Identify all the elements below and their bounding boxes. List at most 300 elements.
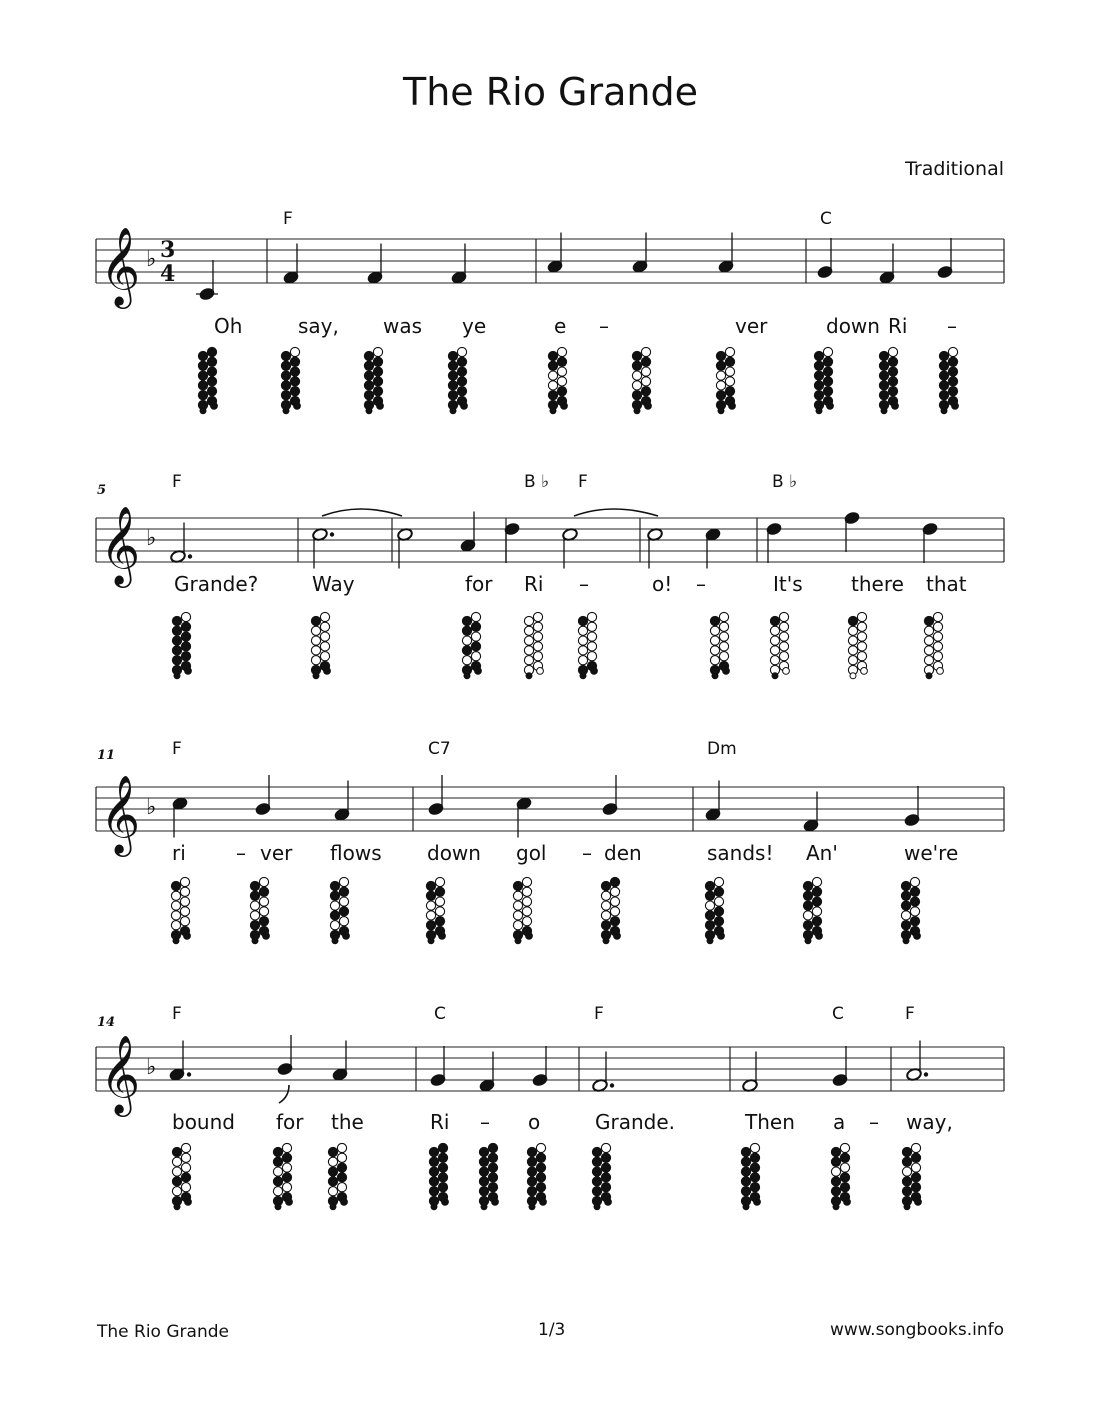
finger-hole bbox=[171, 881, 180, 890]
finger-hole bbox=[714, 907, 723, 916]
finger-hole bbox=[311, 616, 320, 625]
finger-hole-small bbox=[772, 673, 778, 679]
finger-hole bbox=[207, 357, 216, 366]
finger-hole bbox=[840, 1163, 849, 1172]
finger-hole bbox=[803, 901, 812, 910]
finger-hole bbox=[438, 1143, 447, 1152]
finger-hole bbox=[259, 877, 268, 886]
finger-hole bbox=[282, 1183, 291, 1192]
lyric-syllable: that bbox=[926, 572, 967, 596]
finger-hole bbox=[902, 1177, 911, 1186]
lyric-hyphen: – bbox=[236, 841, 246, 865]
finger-hole bbox=[779, 612, 788, 621]
finger-hole bbox=[429, 1187, 438, 1196]
finger-hole bbox=[601, 891, 610, 900]
treble-clef-icon: 𝄞 bbox=[100, 775, 141, 854]
finger-hole bbox=[457, 367, 466, 376]
fingering-chart bbox=[939, 347, 958, 413]
finger-hole bbox=[281, 371, 290, 380]
augmentation-dot bbox=[187, 1072, 191, 1076]
time-signature-top: 3 bbox=[160, 237, 176, 263]
finger-hole bbox=[741, 1157, 750, 1166]
finger-hole-small bbox=[861, 668, 868, 675]
finger-hole-small bbox=[729, 403, 736, 410]
finger-hole-small bbox=[515, 938, 521, 944]
finger-hole bbox=[448, 361, 457, 370]
finger-hole bbox=[578, 636, 587, 645]
finger-hole bbox=[557, 377, 566, 386]
finger-hole bbox=[172, 1147, 181, 1156]
finger-hole-small bbox=[850, 673, 856, 679]
finger-hole bbox=[180, 877, 189, 886]
fingering-chart bbox=[429, 1143, 448, 1209]
finger-hole bbox=[632, 381, 641, 390]
chord-symbol: C7 bbox=[428, 739, 451, 759]
finger-hole bbox=[533, 612, 542, 621]
finger-hole-small bbox=[723, 668, 730, 675]
finger-hole bbox=[471, 652, 480, 661]
finger-hole bbox=[522, 897, 531, 906]
finger-hole bbox=[910, 877, 919, 886]
staff-system-1 bbox=[96, 209, 1004, 414]
finger-hole bbox=[948, 367, 957, 376]
finger-hole bbox=[172, 656, 181, 665]
finger-hole bbox=[337, 1183, 346, 1192]
finger-hole bbox=[522, 887, 531, 896]
lyric-syllable: the bbox=[331, 1110, 364, 1134]
finger-hole bbox=[911, 1183, 920, 1192]
finger-hole-small bbox=[645, 403, 652, 410]
finger-hole bbox=[601, 1163, 610, 1172]
finger-hole bbox=[462, 636, 471, 645]
finger-hole-small bbox=[294, 403, 301, 410]
song-title: The Rio Grande bbox=[403, 70, 698, 114]
finger-hole bbox=[610, 897, 619, 906]
finger-hole bbox=[587, 612, 596, 621]
finger-hole bbox=[250, 901, 259, 910]
lyric-syllable: gol bbox=[516, 841, 547, 865]
finger-hole bbox=[522, 917, 531, 926]
finger-hole-small bbox=[324, 668, 331, 675]
finger-hole bbox=[933, 642, 942, 651]
finger-hole bbox=[716, 381, 725, 390]
finger-hole bbox=[373, 357, 382, 366]
finger-hole bbox=[311, 656, 320, 665]
finger-hole bbox=[328, 1157, 337, 1166]
finger-hole-small bbox=[450, 408, 456, 414]
finger-hole bbox=[471, 632, 480, 641]
finger-hole bbox=[750, 1153, 759, 1162]
finger-hole bbox=[536, 1173, 545, 1182]
finger-hole bbox=[939, 371, 948, 380]
fingering-chart bbox=[462, 612, 481, 678]
finger-hole-small bbox=[591, 668, 598, 675]
finger-hole bbox=[719, 632, 728, 641]
lyric-syllable: flows bbox=[330, 841, 382, 865]
finger-hole bbox=[536, 1183, 545, 1192]
finger-hole bbox=[282, 1173, 291, 1182]
finger-hole bbox=[933, 652, 942, 661]
finger-hole-small bbox=[892, 403, 899, 410]
finger-hole bbox=[879, 371, 888, 380]
finger-hole bbox=[181, 622, 190, 631]
chord-symbol: Dm bbox=[707, 739, 737, 759]
finger-hole bbox=[435, 897, 444, 906]
finger-hole bbox=[840, 1183, 849, 1192]
finger-hole bbox=[888, 357, 897, 366]
finger-hole bbox=[803, 921, 812, 930]
footer-website: www.songbooks.info bbox=[830, 1320, 1004, 1340]
finger-hole bbox=[879, 361, 888, 370]
finger-hole bbox=[779, 622, 788, 631]
finger-hole bbox=[719, 612, 728, 621]
finger-hole-small bbox=[526, 933, 533, 940]
finger-hole bbox=[438, 1153, 447, 1162]
finger-hole bbox=[171, 891, 180, 900]
finger-hole bbox=[524, 626, 533, 635]
key-signature-flat: ♭ bbox=[146, 526, 157, 551]
finger-hole bbox=[948, 387, 957, 396]
finger-hole bbox=[716, 371, 725, 380]
lyric-syllable: o! bbox=[652, 572, 673, 596]
finger-hole bbox=[533, 652, 542, 661]
finger-hole-small bbox=[537, 668, 544, 675]
staff-system-4 bbox=[96, 1004, 1004, 1210]
finger-hole bbox=[910, 897, 919, 906]
finger-hole bbox=[933, 622, 942, 631]
finger-hole bbox=[250, 921, 259, 930]
finger-hole bbox=[320, 652, 329, 661]
finger-hole bbox=[273, 1167, 282, 1176]
finger-hole bbox=[527, 1157, 536, 1166]
finger-hole bbox=[524, 636, 533, 645]
finger-hole bbox=[879, 381, 888, 390]
finger-hole bbox=[601, 1173, 610, 1182]
finger-hole bbox=[710, 646, 719, 655]
finger-hole bbox=[587, 632, 596, 641]
finger-hole bbox=[803, 891, 812, 900]
lyric-syllable: ri bbox=[172, 841, 186, 865]
finger-hole bbox=[814, 361, 823, 370]
finger-hole bbox=[435, 917, 444, 926]
finger-hole bbox=[181, 1163, 190, 1172]
finger-hole-small bbox=[475, 668, 482, 675]
finger-hole bbox=[879, 351, 888, 360]
finger-hole-small bbox=[211, 403, 218, 410]
fingering-chart bbox=[901, 877, 920, 943]
finger-hole bbox=[198, 361, 207, 370]
finger-hole bbox=[716, 391, 725, 400]
finger-hole bbox=[457, 377, 466, 386]
finger-hole bbox=[172, 1167, 181, 1176]
finger-hole bbox=[814, 381, 823, 390]
finger-hole bbox=[848, 616, 857, 625]
finger-hole bbox=[337, 1163, 346, 1172]
finger-hole-small bbox=[174, 673, 180, 679]
finger-hole bbox=[536, 1163, 545, 1172]
finger-hole bbox=[364, 391, 373, 400]
fingering-chart bbox=[879, 347, 898, 413]
finger-hole bbox=[812, 907, 821, 916]
finger-hole bbox=[207, 367, 216, 376]
finger-hole bbox=[180, 887, 189, 896]
finger-hole bbox=[910, 907, 919, 916]
finger-hole bbox=[705, 891, 714, 900]
finger-hole bbox=[888, 377, 897, 386]
finger-hole bbox=[632, 391, 641, 400]
chord-symbol: C bbox=[820, 209, 832, 229]
lyric-hyphen: – bbox=[480, 1110, 490, 1134]
fingering-chart bbox=[741, 1143, 760, 1209]
finger-hole bbox=[592, 1187, 601, 1196]
finger-hole bbox=[513, 901, 522, 910]
finger-hole bbox=[524, 616, 533, 625]
finger-hole-small bbox=[263, 933, 270, 940]
finger-hole bbox=[171, 921, 180, 930]
finger-hole bbox=[330, 921, 339, 930]
lyric-syllable: down bbox=[427, 841, 481, 865]
finger-hole bbox=[172, 626, 181, 635]
finger-hole-small bbox=[743, 1204, 749, 1210]
finger-hole-small bbox=[526, 673, 532, 679]
time-signature-bottom: 4 bbox=[160, 261, 176, 287]
finger-hole bbox=[779, 642, 788, 651]
finger-hole bbox=[479, 1177, 488, 1186]
finger-hole bbox=[840, 1153, 849, 1162]
chord-symbol: F bbox=[172, 472, 182, 492]
finger-hole bbox=[290, 387, 299, 396]
finger-hole bbox=[290, 357, 299, 366]
finger-hole bbox=[578, 616, 587, 625]
finger-hole bbox=[610, 907, 619, 916]
lyric-syllable: Oh bbox=[214, 314, 243, 338]
finger-hole-small bbox=[275, 1204, 281, 1210]
finger-hole bbox=[479, 1147, 488, 1156]
fingering-chart bbox=[710, 612, 729, 678]
finger-hole bbox=[601, 881, 610, 890]
finger-hole bbox=[364, 371, 373, 380]
finger-hole-small bbox=[464, 673, 470, 679]
fingering-chart bbox=[311, 612, 330, 678]
finger-hole bbox=[750, 1143, 759, 1152]
lyric-syllable: we're bbox=[904, 841, 959, 865]
finger-hole bbox=[601, 1153, 610, 1162]
finger-hole bbox=[770, 626, 779, 635]
finger-hole-small bbox=[634, 408, 640, 414]
finger-hole bbox=[911, 1163, 920, 1172]
finger-hole bbox=[488, 1153, 497, 1162]
fingering-chart bbox=[281, 347, 300, 413]
finger-hole bbox=[448, 381, 457, 390]
finger-hole-small bbox=[442, 1199, 449, 1206]
lyric-syllable: was bbox=[383, 314, 423, 338]
finger-hole bbox=[924, 636, 933, 645]
finger-hole bbox=[812, 887, 821, 896]
finger-hole-small bbox=[712, 673, 718, 679]
finger-hole-small bbox=[200, 408, 206, 414]
finger-hole bbox=[488, 1143, 497, 1152]
fingering-chart bbox=[578, 612, 597, 678]
chord-symbol: F bbox=[283, 209, 293, 229]
finger-hole-small bbox=[492, 1199, 499, 1206]
finger-hole-small bbox=[184, 933, 191, 940]
finger-hole bbox=[438, 1163, 447, 1172]
finger-hole bbox=[281, 381, 290, 390]
finger-hole-small bbox=[926, 673, 932, 679]
finger-hole-small bbox=[580, 673, 586, 679]
finger-hole bbox=[587, 652, 596, 661]
finger-hole bbox=[779, 632, 788, 641]
finger-hole bbox=[710, 656, 719, 665]
lyric-syllable: for bbox=[465, 572, 493, 596]
finger-hole-small bbox=[816, 408, 822, 414]
tie-arc bbox=[322, 509, 402, 516]
chord-symbol: F bbox=[905, 1004, 915, 1024]
finger-hole-small bbox=[529, 1204, 535, 1210]
finger-hole bbox=[939, 361, 948, 370]
finger-hole bbox=[710, 636, 719, 645]
finger-hole bbox=[910, 917, 919, 926]
finger-hole bbox=[924, 656, 933, 665]
finger-hole bbox=[180, 897, 189, 906]
finger-hole bbox=[479, 1157, 488, 1166]
finger-hole bbox=[457, 347, 466, 356]
measure-number: 11 bbox=[97, 748, 116, 763]
finger-hole bbox=[527, 1147, 536, 1156]
fingering-chart bbox=[479, 1143, 498, 1209]
finger-hole bbox=[641, 387, 650, 396]
finger-hole bbox=[901, 921, 910, 930]
lyric-syllable: a bbox=[833, 1110, 846, 1134]
finger-hole-small bbox=[903, 938, 909, 944]
finger-hole bbox=[857, 622, 866, 631]
finger-hole bbox=[311, 636, 320, 645]
fingering-chart bbox=[364, 347, 383, 413]
lyric-hyphen: – bbox=[947, 314, 957, 338]
finger-hole bbox=[939, 391, 948, 400]
finger-hole bbox=[522, 907, 531, 916]
finger-hole bbox=[848, 646, 857, 655]
finger-hole bbox=[259, 907, 268, 916]
lyric-syllable: An' bbox=[806, 841, 838, 865]
finger-hole bbox=[488, 1163, 497, 1172]
finger-hole-small bbox=[952, 403, 959, 410]
finger-hole bbox=[924, 646, 933, 655]
finger-hole bbox=[710, 626, 719, 635]
augmentation-dot bbox=[188, 554, 192, 558]
finger-hole bbox=[320, 632, 329, 641]
finger-hole bbox=[328, 1167, 337, 1176]
finger-hole-small bbox=[185, 1199, 192, 1206]
finger-hole bbox=[181, 1153, 190, 1162]
finger-hole-small bbox=[252, 938, 258, 944]
finger-hole bbox=[714, 897, 723, 906]
finger-hole bbox=[181, 1143, 190, 1152]
lyric-syllable: Grande. bbox=[595, 1110, 676, 1134]
lyric-syllable: ver bbox=[260, 841, 293, 865]
finger-hole bbox=[714, 877, 723, 886]
key-signature-flat: ♭ bbox=[146, 1055, 157, 1080]
finger-hole bbox=[172, 616, 181, 625]
finger-hole bbox=[901, 911, 910, 920]
finger-hole bbox=[479, 1167, 488, 1176]
finger-hole bbox=[910, 887, 919, 896]
finger-hole-small bbox=[914, 933, 921, 940]
lyric-syllable: Ri bbox=[888, 314, 908, 338]
finger-hole bbox=[429, 1147, 438, 1156]
finger-hole bbox=[803, 881, 812, 890]
finger-hole bbox=[364, 351, 373, 360]
finger-hole bbox=[710, 616, 719, 625]
finger-hole bbox=[533, 632, 542, 641]
finger-hole-small bbox=[816, 933, 823, 940]
finger-hole bbox=[610, 887, 619, 896]
finger-hole bbox=[337, 1143, 346, 1152]
finger-hole bbox=[933, 612, 942, 621]
fingering-chart bbox=[601, 877, 620, 943]
finger-hole-small bbox=[594, 1204, 600, 1210]
fingering-chart bbox=[250, 877, 269, 943]
finger-hole bbox=[814, 391, 823, 400]
fingering-chart bbox=[330, 877, 349, 943]
lyric-hyphen: – bbox=[696, 572, 706, 596]
finger-hole bbox=[779, 652, 788, 661]
finger-hole bbox=[823, 357, 832, 366]
finger-hole bbox=[587, 622, 596, 631]
finger-hole bbox=[831, 1177, 840, 1186]
finger-hole bbox=[948, 357, 957, 366]
key-signature-flat: ♭ bbox=[146, 795, 157, 820]
finger-hole bbox=[435, 907, 444, 916]
lyric-syllable: ver bbox=[735, 314, 768, 338]
fingering-chart bbox=[172, 1143, 191, 1209]
finger-hole bbox=[282, 1163, 291, 1172]
chord-symbol: F bbox=[578, 472, 588, 492]
finger-hole bbox=[328, 1147, 337, 1156]
finger-hole bbox=[527, 1167, 536, 1176]
lyric-syllable: sands! bbox=[707, 841, 774, 865]
finger-hole-small bbox=[283, 408, 289, 414]
finger-hole bbox=[548, 391, 557, 400]
finger-hole bbox=[522, 877, 531, 886]
finger-hole bbox=[438, 1183, 447, 1192]
finger-hole bbox=[172, 646, 181, 655]
fingering-chart bbox=[448, 347, 467, 413]
finger-hole bbox=[448, 371, 457, 380]
finger-hole bbox=[948, 347, 957, 356]
fingering-chart bbox=[592, 1143, 611, 1209]
finger-hole bbox=[181, 612, 190, 621]
finger-hole bbox=[330, 911, 339, 920]
finger-hole bbox=[364, 381, 373, 390]
fingering-chart bbox=[328, 1143, 347, 1209]
finger-hole bbox=[180, 917, 189, 926]
finger-hole bbox=[426, 891, 435, 900]
finger-hole bbox=[426, 921, 435, 930]
finger-hole bbox=[840, 1173, 849, 1182]
finger-hole bbox=[339, 907, 348, 916]
finger-hole-small bbox=[341, 1199, 348, 1206]
finger-hole bbox=[172, 1177, 181, 1186]
finger-hole bbox=[172, 1187, 181, 1196]
finger-hole bbox=[641, 347, 650, 356]
finger-hole bbox=[181, 1183, 190, 1192]
fingering-chart bbox=[831, 1143, 850, 1209]
augmentation-dot bbox=[924, 1072, 928, 1076]
finger-hole-small bbox=[561, 403, 568, 410]
finger-hole bbox=[831, 1187, 840, 1196]
finger-hole-small bbox=[461, 403, 468, 410]
